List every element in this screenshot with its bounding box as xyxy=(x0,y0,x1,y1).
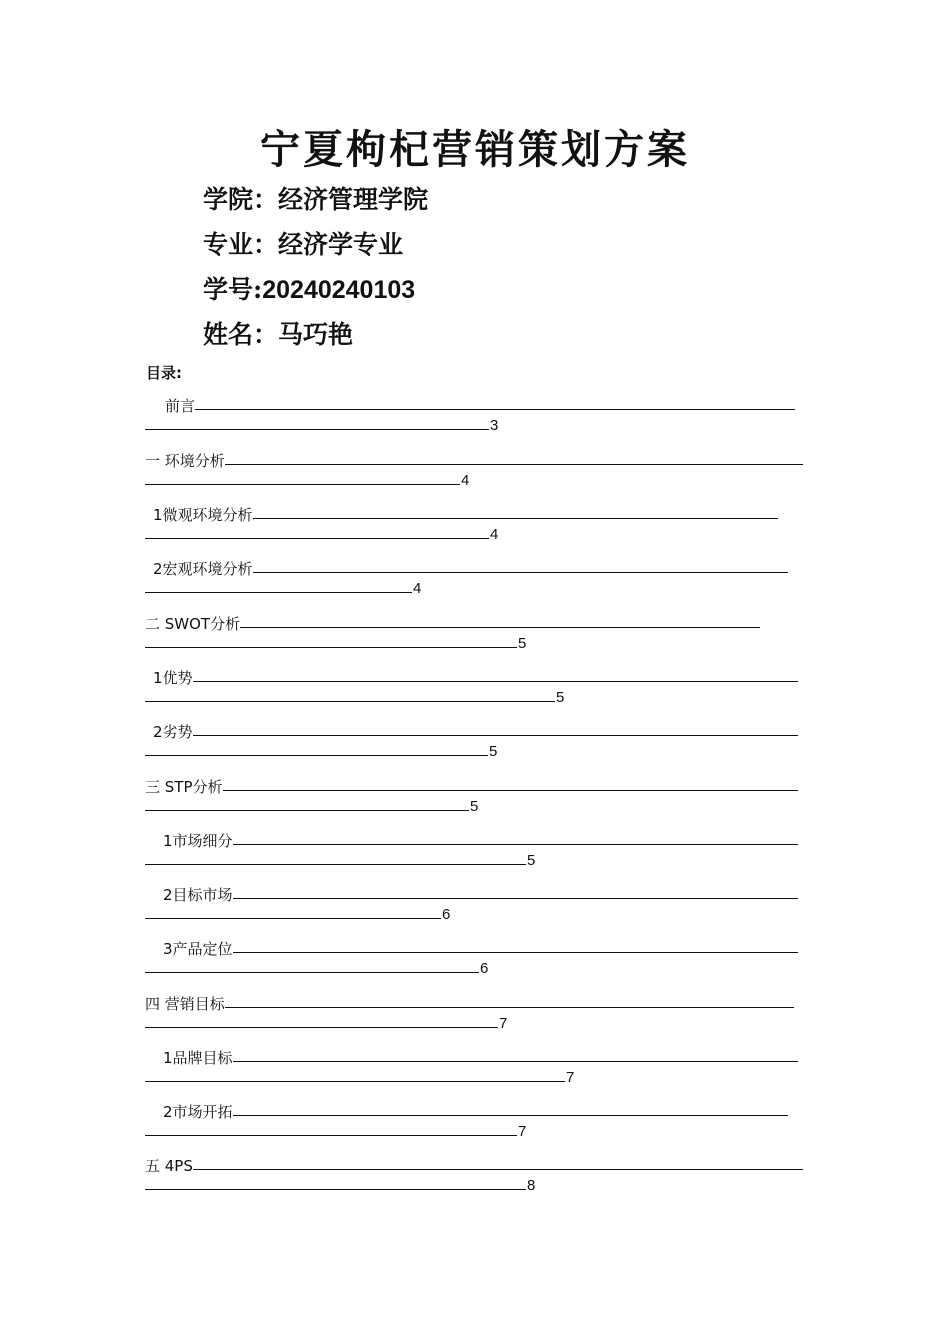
toc-entry[interactable] xyxy=(145,614,760,654)
info-major xyxy=(203,225,403,261)
toc-entry[interactable] xyxy=(145,1156,803,1196)
toc-entry-label: 2宏观环境分析 xyxy=(153,560,253,578)
toc-heading: 目录: xyxy=(146,364,182,382)
toc-leader-line xyxy=(195,409,795,410)
toc-leader-line xyxy=(145,755,488,756)
toc-entry-label: 3产品定位 xyxy=(163,940,233,958)
toc-entry-label: 2目标市场 xyxy=(163,886,233,904)
toc-leader-line xyxy=(145,918,441,919)
info-major-value: 经济学专业 xyxy=(278,230,404,259)
toc-entry-label: 1优势 xyxy=(153,669,193,687)
toc-entry-label: 五 4PS xyxy=(145,1157,193,1175)
toc-page-number: 4 xyxy=(413,580,422,597)
toc-leader-line xyxy=(193,1169,803,1170)
toc-entry[interactable] xyxy=(145,1102,788,1142)
toc-entry-label: 2劣势 xyxy=(153,723,193,741)
toc-page-number: 4 xyxy=(461,472,470,489)
toc-leader-line xyxy=(233,844,798,845)
toc-page-number: 4 xyxy=(490,526,499,543)
toc-entry[interactable] xyxy=(145,1048,798,1088)
toc-leader-line xyxy=(145,972,479,973)
toc-entry[interactable] xyxy=(145,994,794,1034)
toc-leader-line xyxy=(145,484,460,485)
toc-leader-line xyxy=(225,464,803,465)
toc-entry-label: 一 环境分析 xyxy=(145,452,225,470)
info-college xyxy=(203,180,428,216)
toc-leader-line xyxy=(233,952,798,953)
toc-page-number: 3 xyxy=(490,417,499,434)
info-college-value: 经济管理学院 xyxy=(278,185,429,214)
toc-entry[interactable] xyxy=(145,939,798,979)
toc-entry-label: 2市场开拓 xyxy=(163,1103,233,1121)
info-major-label: 专业： xyxy=(203,230,279,259)
toc-entry-label: 四 营销目标 xyxy=(145,995,225,1013)
toc-leader-line xyxy=(145,701,555,702)
toc-entry[interactable] xyxy=(145,831,798,871)
info-name-value: 马巧艳 xyxy=(278,320,354,349)
toc-leader-line xyxy=(233,898,798,899)
toc-page-number: 5 xyxy=(518,635,527,652)
info-college-label: 学院： xyxy=(203,185,279,214)
info-student-id-label: 学号: xyxy=(203,275,263,304)
toc-page-number: 7 xyxy=(566,1069,575,1086)
toc-entry-label: 二 SWOT分析 xyxy=(145,615,241,633)
toc-leader-line xyxy=(145,864,526,865)
toc-entry[interactable] xyxy=(145,885,798,925)
toc-leader-line xyxy=(253,572,788,573)
info-student-id-value: 20240240103 xyxy=(262,276,416,304)
document-title: 宁夏枸杞营销策划方案 xyxy=(260,126,690,173)
toc-leader-line xyxy=(193,735,798,736)
toc-entry[interactable] xyxy=(145,777,798,817)
toc-entry-label: 1市场细分 xyxy=(163,832,233,850)
toc-leader-line xyxy=(233,1061,798,1062)
toc-leader-line xyxy=(145,1135,517,1136)
toc-entry[interactable] xyxy=(145,722,798,762)
toc-entry-label: 1微观环境分析 xyxy=(153,506,253,524)
toc-leader-line xyxy=(240,627,760,628)
toc-leader-line xyxy=(145,1027,498,1028)
toc-leader-line xyxy=(145,1081,565,1082)
toc-leader-line xyxy=(145,810,469,811)
toc-entry-label: 前言 xyxy=(165,397,196,415)
toc-page-number: 6 xyxy=(442,906,451,923)
toc-entry[interactable] xyxy=(145,451,803,491)
toc-page-number: 6 xyxy=(480,960,489,977)
toc-leader-line xyxy=(145,538,489,539)
toc-page-number: 5 xyxy=(470,798,479,815)
toc-page-number: 8 xyxy=(527,1177,536,1194)
info-name-label: 姓名： xyxy=(203,320,279,349)
toc-entry[interactable] xyxy=(145,505,778,545)
toc-leader-line xyxy=(225,1007,794,1008)
info-name xyxy=(203,315,353,351)
info-student-id xyxy=(203,270,415,306)
toc-page-number: 7 xyxy=(499,1015,508,1032)
toc-leader-line xyxy=(145,592,412,593)
toc-leader-line xyxy=(223,790,799,791)
toc-page-number: 5 xyxy=(527,852,536,869)
toc-page-number: 7 xyxy=(518,1123,527,1140)
toc-entry[interactable] xyxy=(145,668,798,708)
toc-page-number: 5 xyxy=(489,743,498,760)
toc-leader-line xyxy=(145,1189,526,1190)
toc-leader-line xyxy=(145,647,517,648)
toc-leader-line xyxy=(253,518,778,519)
toc-entry-label: 1品牌目标 xyxy=(163,1049,233,1067)
toc-page-number: 5 xyxy=(556,689,565,706)
toc-entry[interactable] xyxy=(145,559,788,599)
toc-entry[interactable] xyxy=(145,396,795,436)
toc-leader-line xyxy=(145,429,489,430)
toc-entry-label: 三 STP分析 xyxy=(145,778,223,796)
toc-leader-line xyxy=(233,1115,788,1116)
toc-leader-line xyxy=(193,681,798,682)
